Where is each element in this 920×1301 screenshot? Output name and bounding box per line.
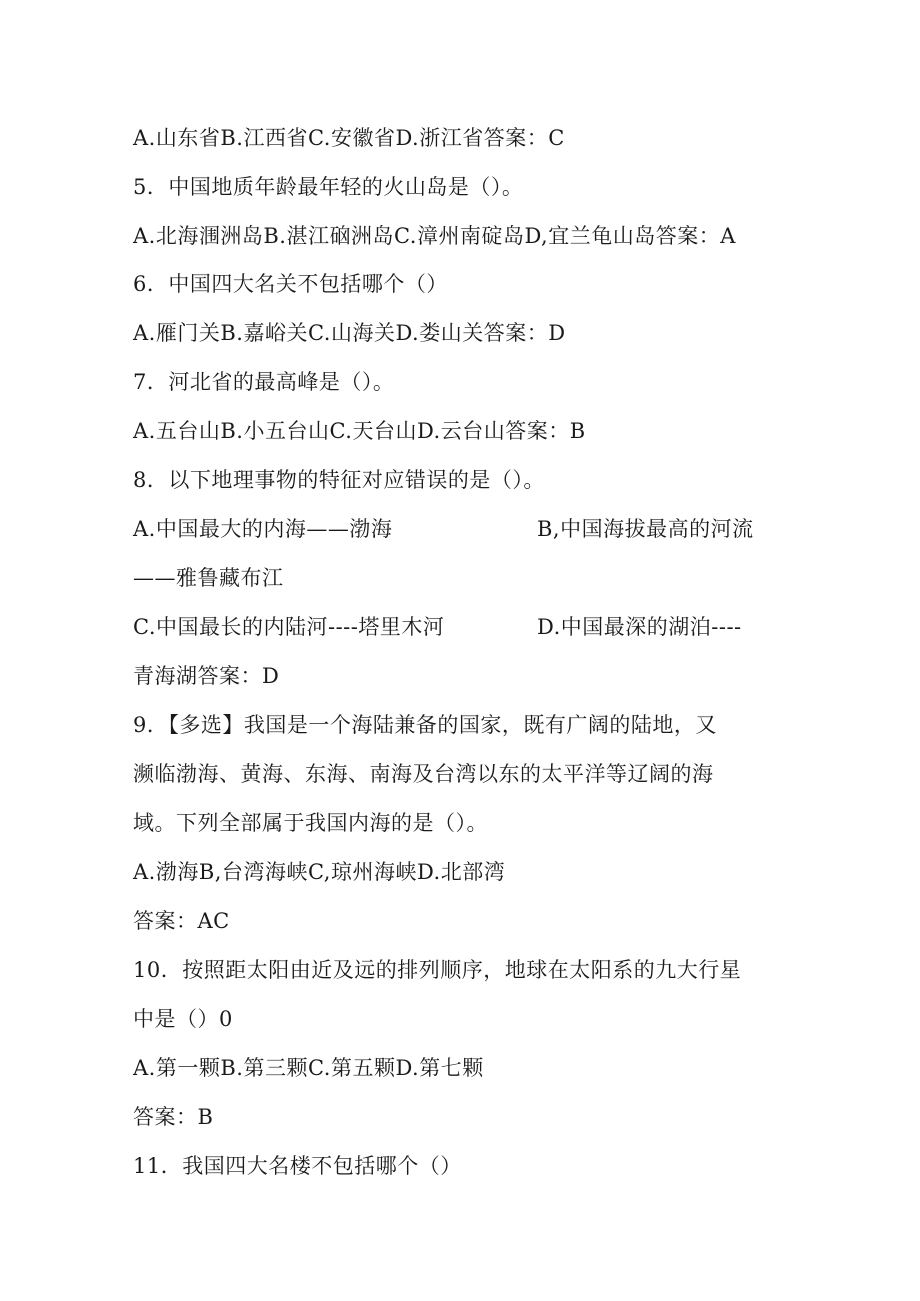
q8-option-c: C.中国最长的内陆河----塔里木河 [133, 615, 445, 639]
q9-question-line-3: 域。下列全部属于我国内海的是（）。 [133, 811, 488, 835]
q8-option-b: B,中国海拔最高的河流 [537, 517, 754, 541]
q6-question: 6．中国四大名关不包括哪个（） [133, 272, 448, 296]
q9-question-line-1: 9．【多选】我国是一个海陆兼备的国家，既有广阔的陆地，又 [133, 713, 717, 737]
q10-answer: 答案：B [133, 1105, 214, 1129]
q10-options: A.第一颗B.第三颗C.第五颗D.第七颗 [133, 1056, 484, 1080]
q9-options: A.渤海B,台湾海峡C,琼州海峡D.北部湾 [133, 860, 506, 884]
q7-question: 7．河北省的最高峰是（）。 [133, 370, 395, 394]
q9-question-line-2: 濒临渤海、黄海、东海、南海及台湾以东的太平洋等辽阔的海 [133, 762, 714, 786]
q8-question: 8．以下地理事物的特征对应错误的是（）。 [133, 468, 545, 492]
q8-option-d-answer: 青海湖答案：D [133, 664, 280, 688]
q5-options-answer: A.北海涠洲岛B.湛江硇洲岛C.漳州南碇岛D,宜兰龟山岛答案：A [133, 224, 736, 248]
q11-question: 11．我国四大名楼不包括哪个（） [133, 1154, 462, 1178]
q10-question-line-2: 中是（）0 [133, 1007, 233, 1031]
q8-option-b-continued: ——雅鲁藏布江 [133, 566, 284, 590]
q7-options-answer: A.五台山B.小五台山C.天台山D.云台山答案：B [133, 419, 586, 443]
q8-option-d: D.中国最深的湖泊---- [537, 615, 742, 639]
q9-answer: 答案：AC [133, 909, 230, 933]
q5-question: 5．中国地质年龄最年轻的火山岛是（）。 [133, 175, 524, 199]
q10-question-line-1: 10．按照距太阳由近及远的排列顺序，地球在太阳系的九大行星 [133, 958, 742, 982]
q8-option-a: A.中国最大的内海——渤海 [133, 517, 393, 541]
q6-options-answer: A.雁门关B.嘉峪关C.山海关D.娄山关答案：D [133, 321, 566, 345]
q4-options-answer: A.山东省B.江西省C.安徽省D.浙江省答案：C [133, 126, 565, 150]
